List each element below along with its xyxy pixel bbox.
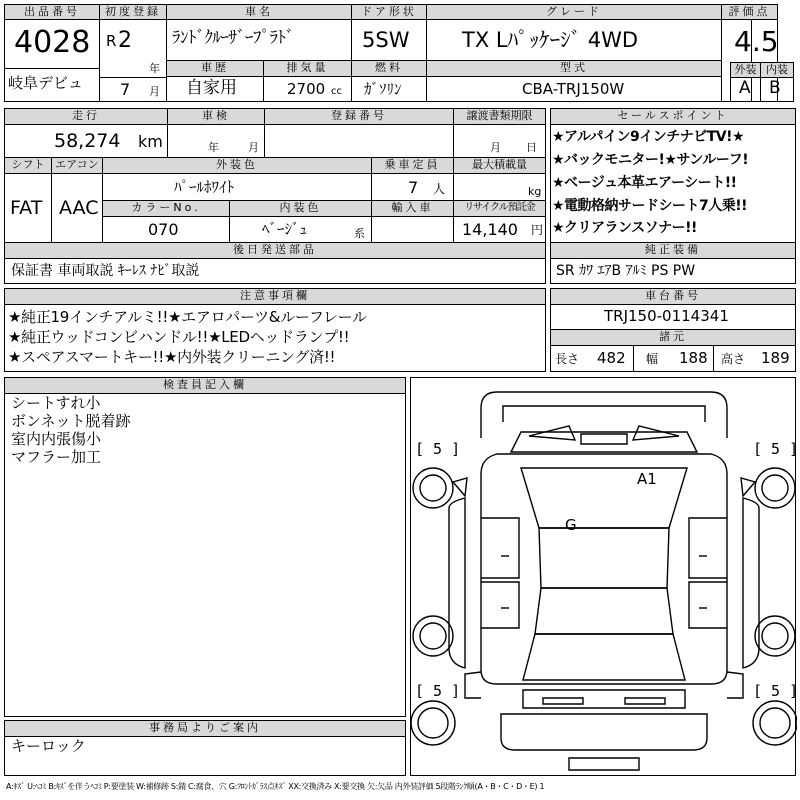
- month-unit: 月: [149, 85, 160, 98]
- later-label: 後日発送部品: [4, 242, 546, 259]
- ac-label: エアコン: [51, 157, 103, 174]
- score-label: 評価点: [721, 4, 778, 20]
- transfer-day-unit: 日: [526, 141, 537, 154]
- int-color-suffix: 系: [354, 227, 365, 240]
- tire-front-right-score: [ 5 ]: [753, 440, 799, 458]
- recycle: 14,140: [462, 220, 518, 239]
- selling-point: ★クリアランスソナー!!: [552, 220, 697, 236]
- note-line: ★純正ウッドコンビハンドル!!★LEDヘッドランプ!!: [8, 328, 350, 346]
- first-reg-month: 7: [120, 80, 131, 99]
- selling-point: ★ベージュ本革エアーシート!!: [552, 175, 737, 191]
- history-label: 車歴: [166, 60, 264, 77]
- displacement: 2700: [287, 80, 326, 98]
- height: 189: [761, 349, 790, 367]
- model: CBA-TRJ150W: [522, 80, 625, 98]
- legend: A:ｷｽﾞ U:ﾍｺﾐ B:ｷｽﾞを伴うﾍｺﾐ P:要塗装 W:補修跡 S:錆 C:腐食、穴 G:ﾌﾛﾝﾄｶﾞﾗｽ点ｷｽﾞ XX:交換済み X:要交換 欠:欠品 内外装評価 5段階ﾗﾝｸ順(A・B・C・D・E) 1: [6, 782, 545, 791]
- year-unit: 年: [149, 62, 160, 75]
- color-label: 外装色: [102, 157, 372, 174]
- height-label: 高さ: [721, 352, 746, 366]
- auction-venue: 岐阜デビュ: [8, 74, 84, 92]
- color-no: 070: [148, 220, 179, 239]
- first-reg-label: 初度登録: [99, 4, 167, 20]
- inspector-note: ボンネット脱着跡: [11, 412, 131, 430]
- damage-mark-g: G: [565, 516, 577, 534]
- notes-label: 注意事項欄: [4, 288, 546, 305]
- recycle-label: リサイクル預託金: [453, 200, 546, 217]
- first-reg-year: 2: [118, 28, 132, 53]
- tire-rear-left-score: [ 5 ]: [415, 682, 461, 700]
- reg-cell: [264, 124, 454, 158]
- car-name: ﾗﾝﾄﾞｸﾙｰｻﾞｰﾌﾟﾗﾄﾞ: [172, 28, 294, 48]
- later-parts: 保証書 車両取説 ｷｰﾚｽ ﾅﾋﾞ取説: [11, 263, 200, 279]
- grade: TX Lﾊﾟｯｹｰｼﾞ 4WD: [462, 28, 639, 52]
- fuel: ｶﾞｿﾘﾝ: [364, 80, 402, 98]
- load-label: 最大積載量: [453, 157, 546, 174]
- specs-divider-2: [713, 345, 714, 372]
- selling-points-label: セールスポイント: [550, 108, 796, 125]
- int-color: ﾍﾞｰｼﾞｭ: [262, 220, 308, 238]
- load-unit: kg: [528, 185, 542, 198]
- tire-front-left-score: [ 5 ]: [415, 440, 461, 458]
- selling-point: ★バックモニター!★サンルーフ!: [552, 152, 749, 168]
- office-note: キーロック: [11, 737, 86, 755]
- int-color-label: 内装色: [229, 200, 372, 217]
- office-label: 事務局よりご案内: [4, 720, 406, 737]
- capacity-unit: 人: [433, 182, 446, 196]
- inspector-note: シートすれ小: [11, 394, 101, 412]
- damage-mark-a1: A1: [637, 470, 657, 488]
- import-label: 輸入車: [371, 200, 454, 217]
- width: 188: [679, 349, 708, 367]
- displacement-unit: cc: [331, 86, 342, 97]
- car-diagram: [411, 378, 797, 777]
- lot-number: 4028: [14, 25, 91, 60]
- recycle-unit: 円: [531, 223, 544, 237]
- lot-label: 出品番号: [4, 4, 100, 20]
- history: 自家用: [186, 78, 237, 98]
- door-label: ドア形状: [351, 4, 427, 20]
- era: R: [106, 32, 117, 50]
- equipment: SR ｶﾜ ｴｱB ｱﾙﾐ PS PW: [556, 263, 696, 279]
- transfer-label: 譲渡書類期限: [453, 108, 546, 125]
- specs-divider-1: [633, 345, 634, 372]
- note-line: ★純正19インチアルミ!!★エアロパーツ&ルーフレール: [8, 308, 367, 326]
- fuel-label: 燃料: [351, 60, 427, 77]
- length-label: 長さ: [555, 352, 580, 366]
- width-label: 幅: [646, 352, 659, 366]
- shift: FAT: [10, 197, 43, 219]
- capacity-label: 乗車定員: [371, 157, 454, 174]
- inspector-note: マフラー加工: [11, 448, 102, 466]
- color-no-label: カラーNo.: [102, 200, 230, 217]
- insp-month-unit: 月: [248, 141, 259, 154]
- door-type: 5SW: [362, 28, 410, 52]
- length: 482: [597, 349, 626, 367]
- interior-label: 内装: [760, 62, 794, 78]
- specs-label: 諸元: [550, 329, 796, 346]
- tire-rear-right-score: [ 5 ]: [753, 682, 799, 700]
- capacity: 7: [408, 178, 419, 197]
- shift-label: シフト: [4, 157, 52, 174]
- car-name-label: 車名: [166, 4, 352, 20]
- first-reg-divider: [99, 77, 167, 78]
- model-label: 型式: [426, 60, 722, 77]
- color: ﾊﾟｰﾙﾎﾜｲﾄ: [174, 178, 235, 196]
- mileage: 58,274: [54, 130, 121, 152]
- mileage-unit: km: [138, 132, 163, 151]
- score: 4.5: [734, 25, 779, 58]
- displacement-label: 排気量: [263, 60, 352, 77]
- chassis-number: TRJ150-0114341: [604, 307, 729, 325]
- inspection-label: 車検: [167, 108, 265, 125]
- interior-grade: B: [769, 78, 781, 98]
- reg-label: 登録番号: [264, 108, 454, 125]
- transfer-month-unit: 月: [490, 141, 501, 154]
- selling-point: ★電動格納サードシート7人乗!!: [552, 198, 748, 214]
- damage-map: [410, 377, 799, 776]
- exterior-label: 外装: [730, 62, 761, 78]
- note-line: ★スペアスマートキー!!★内外装クリーニング済!!: [8, 348, 336, 366]
- insp-year-unit: 年: [208, 141, 219, 154]
- selling-point: ★アルパイン9インチナビTV!★: [552, 129, 745, 145]
- inspector-note: 室内内張傷小: [11, 430, 102, 448]
- grade-label: グレード: [426, 4, 722, 20]
- import-cell: [371, 216, 454, 243]
- equipment-label: 純正装備: [550, 242, 796, 259]
- mileage-label: 走行: [4, 108, 168, 125]
- chassis-label: 車台番号: [550, 288, 796, 305]
- exterior-grade: A: [739, 78, 751, 98]
- inspector-label: 検査員記入欄: [4, 377, 406, 394]
- ac: AAC: [59, 197, 99, 219]
